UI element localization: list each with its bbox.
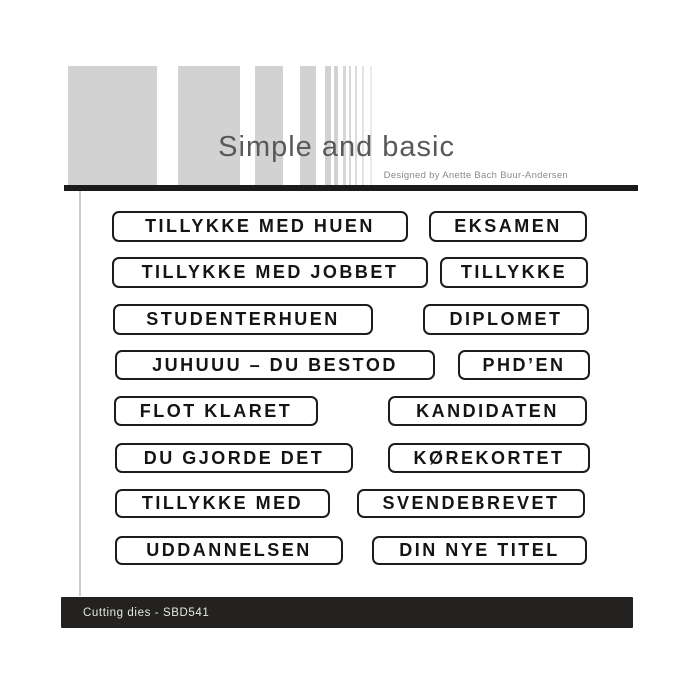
stripe <box>68 66 157 185</box>
stripe <box>300 66 316 185</box>
die-diplomet: DIPLOMET <box>423 304 589 335</box>
die-du-gjorde-det: DU GJORDE DET <box>115 443 353 473</box>
stripe <box>370 66 372 185</box>
stripe <box>178 66 240 185</box>
stripe <box>349 66 351 185</box>
die-tillykke-med-huen: TILLYKKE MED HUEN <box>112 211 408 242</box>
die-din-nye-titel: DIN NYE TITEL <box>372 536 587 565</box>
footer-bar <box>61 597 633 628</box>
brand-logo: Simple and basic <box>218 131 455 163</box>
die-tillykke-med: TILLYKKE MED <box>115 489 330 518</box>
die-phden: PHD’EN <box>458 350 590 380</box>
stripe <box>325 66 331 185</box>
product-code-label: Cutting dies - SBD541 <box>83 606 210 619</box>
die-eksamen: EKSAMEN <box>429 211 587 242</box>
stripe <box>334 66 338 185</box>
header-divider-bar <box>64 185 638 191</box>
die-uddannelsen: UDDANNELSEN <box>115 536 343 565</box>
die-juhuuu-du-bestod: JUHUUU – DU BESTOD <box>115 350 435 380</box>
die-flot-klaret: FLOT KLARET <box>114 396 318 426</box>
stripe <box>362 66 364 185</box>
stripe <box>255 66 283 185</box>
die-studenterhuen: STUDENTERHUEN <box>113 304 373 335</box>
die-kandidaten: KANDIDATEN <box>388 396 587 426</box>
designer-credit: Designed by Anette Bach Buur-Andersen <box>383 170 568 181</box>
stripe <box>355 66 357 185</box>
left-edge-line <box>79 191 81 596</box>
die-svendebrevet: SVENDEBREVET <box>357 489 585 518</box>
die-korekortet: KØREKORTET <box>388 443 590 473</box>
die-tillykke: TILLYKKE <box>440 257 588 288</box>
stripe <box>343 66 346 185</box>
die-tillykke-med-jobbet: TILLYKKE MED JOBBET <box>112 257 428 288</box>
